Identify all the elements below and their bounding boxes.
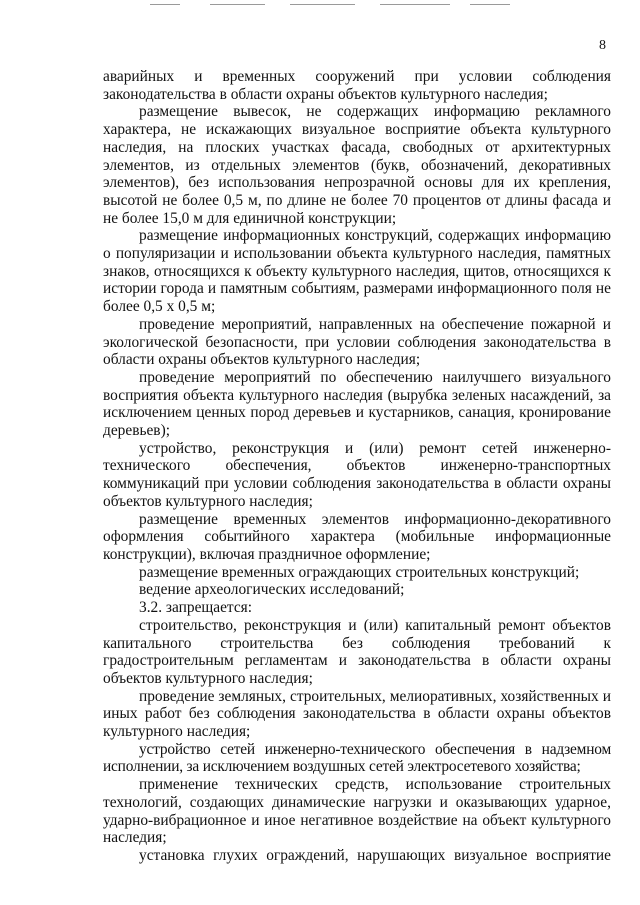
scan-edge-line (150, 4, 180, 5)
paragraph: строительство, реконструкция и (или) капитальный ремонт объектов капитального строительства без соблюдения требований к градостроительным регламентам и законодательства в области охраны объектов культурного наследия; (103, 616, 611, 687)
scan-edge-line (380, 4, 450, 5)
paragraph: размещение временных элементов информационно-декоративного оформления событийного характера (мобильные информационные конструкции), включая праздничное оформление; (103, 510, 611, 563)
paragraph: устройство сетей инженерно-технического обеспечения в надземном исполнении, за исключением воздушных сетей электросетевого хозяйства; (103, 740, 611, 776)
section-heading: 3.2. запрещается: (139, 599, 253, 617)
paragraph: проведение мероприятий, направленных на обеспечение пожарной и экологической безопасности, при условии соблюдения законодательства в области охраны объектов культурного наследия; (103, 315, 611, 369)
scan-edge-line (470, 4, 510, 5)
document-body (103, 68, 611, 865)
paragraph: проведение мероприятий по обеспечению наилучшего визуального восприятия объекта культурного наследия (вырубка зеленых насаждений, за исключением ценных пород деревьев и кустарников, санация, кронирование деревьев); (103, 368, 611, 440)
scan-edge-line (210, 4, 265, 5)
paragraph: применение технических средств, использование строительных технологий, создающих динамические нагрузки и оказывающих ударное, ударно-вибрационное и иное негативное воздействие на объект культурного наследия; (103, 776, 611, 847)
paragraph: устройство, реконструкция и (или) ремонт сетей инженерно-технического обеспечения, объектов инженерно-транспортных коммуникаций при условии соблюдения законодательства в области охраны объектов культурного наследия; (103, 439, 611, 510)
paragraph: ведение археологических исследований; (139, 581, 405, 599)
paragraph: проведение земляных, строительных, мелиоративных, хозяйственных и иных работ без соблюдения законодательства в области охраны объектов культурного наследия; (103, 687, 611, 741)
scan-edge-line (290, 4, 355, 5)
paragraph: установка глухих ограждений, нарушающих визуальное восприятие (139, 846, 611, 864)
paragraph: размещение временных ограждающих строительных конструкций; (139, 563, 580, 581)
paragraph: размещение вывесок, не содержащих информацию рекламного характера, не искажающих визуальное восприятие объекта культурного наследия, на плоских участках фасада, свободных от архитектурных элементов, из отдельных элементов (букв, обозначений, декоративных элементов), без использования непрозрачной основы для их крепления, высотой не более 0,5 м, по длине не более 70 процентов от длины фасада и не более 15,0 м для единичной конструкции; (103, 103, 611, 227)
paragraph: размещение информационных конструкций, содержащих информацию о популяризации и использовании объекта культурного наследия, памятных знаков, относящихся к объекту культурного наследия, щитов, относящихся к истории города и памятным событиям, размерами информационного поля не более 0,5 х 0,5 м; (103, 227, 611, 316)
paragraph: аварийных и временных сооружений при условии соблюдения законодательства в области охраны объектов культурного наследия; (103, 68, 611, 103)
page-number: 8 (599, 38, 606, 53)
